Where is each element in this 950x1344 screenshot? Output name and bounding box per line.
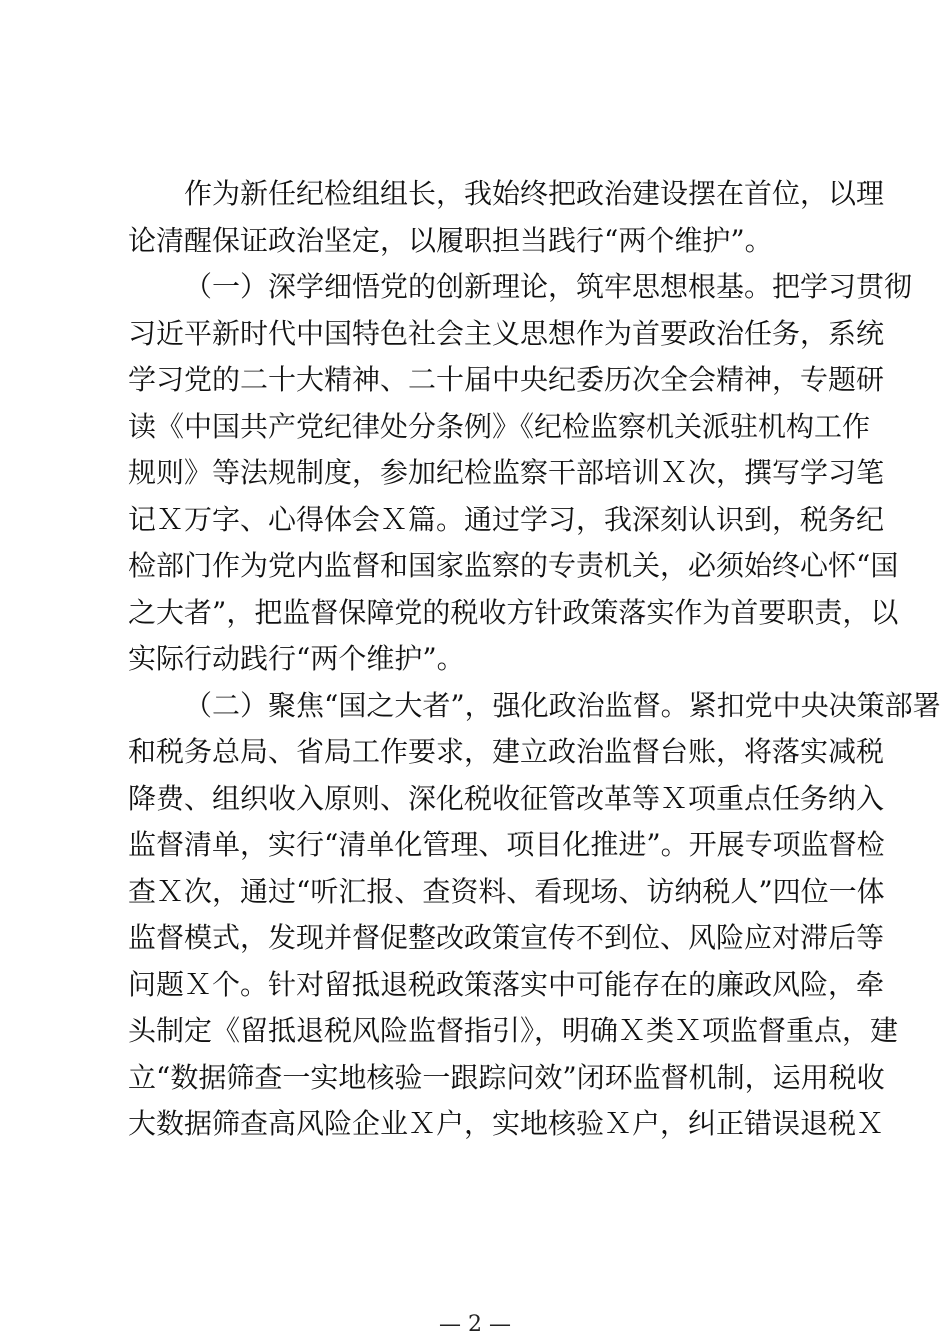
- paragraph-line: 之大者”，把监督保障党的税收方针政策落实作为首要职责，以: [128, 595, 899, 629]
- paragraph-line: 查Ｘ次，通过“听汇报、查资料、看现场、访纳税人”四位一体: [128, 874, 885, 908]
- paragraph-line: 读《中国共产党纪律处分条例》《纪检监察机关派驻机构工作: [128, 409, 871, 443]
- paragraph-line: 问题Ｘ个。针对留抵退税政策落实中可能存在的廉政风险，牵: [128, 967, 885, 1001]
- paragraph-line: 监督模式，发现并督促整改政策宣传不到位、风险应对滞后等: [128, 921, 885, 954]
- paragraph-line: 作为新任纪检组组长，我始终把政治建设摆在首位，以理: [184, 177, 885, 210]
- document-body: [128, 171, 941, 1148]
- paragraph-line: 大数据筛查高风险企业Ｘ户，实地核验Ｘ户，纠正错误退税Ｘ: [128, 1107, 885, 1140]
- paragraph-line: （一）深学细悟党的创新理论，筑牢思想根基。把学习贯彻: [184, 270, 913, 303]
- paragraph-line: 降费、组织收入原则、深化税收征管改革等Ｘ项重点任务纳入: [128, 781, 885, 815]
- paragraph-line: 规则》等法规制度，参加纪检监察干部培训Ｘ次，撰写学习笔: [128, 456, 885, 489]
- paragraph-line: 和税务总局、省局工作要求，建立政治监督台账，将落实减税: [128, 735, 885, 768]
- paragraph-line: 学习党的二十大精神、二十届中央纪委历次全会精神，专题研: [128, 363, 885, 396]
- paragraph-line: 论清醒保证政治坚定，以履职担当践行“两个维护”。: [128, 223, 773, 257]
- paragraph-line: 头制定《留抵退税风险监督指引》，明确Ｘ类Ｘ项监督重点，建: [128, 1014, 899, 1047]
- paragraph-line: 实际行动践行“两个维护”。: [128, 642, 465, 675]
- paragraph-line: 习近平新时代中国特色社会主义思想作为首要政治任务，系统: [128, 316, 885, 350]
- paragraph-line: （二）聚焦“国之大者”，强化政治监督。紧扣党中央决策部署: [184, 688, 941, 722]
- paragraph-line: 检部门作为党内监督和国家监察的专责机关，必须始终心怀“国: [128, 549, 899, 582]
- paragraph-line: 立“数据筛查一实地核验一跟踪问效”闭环监督机制，运用税收: [128, 1060, 885, 1094]
- paragraph-line: 监督清单，实行“清单化管理、项目化推进”。开展专项监督检: [128, 828, 885, 861]
- paragraph-line: 记Ｘ万字、心得体会Ｘ篇。通过学习，我深刻认识到，税务纪: [128, 502, 885, 536]
- page-number: — 2 —: [439, 1312, 511, 1337]
